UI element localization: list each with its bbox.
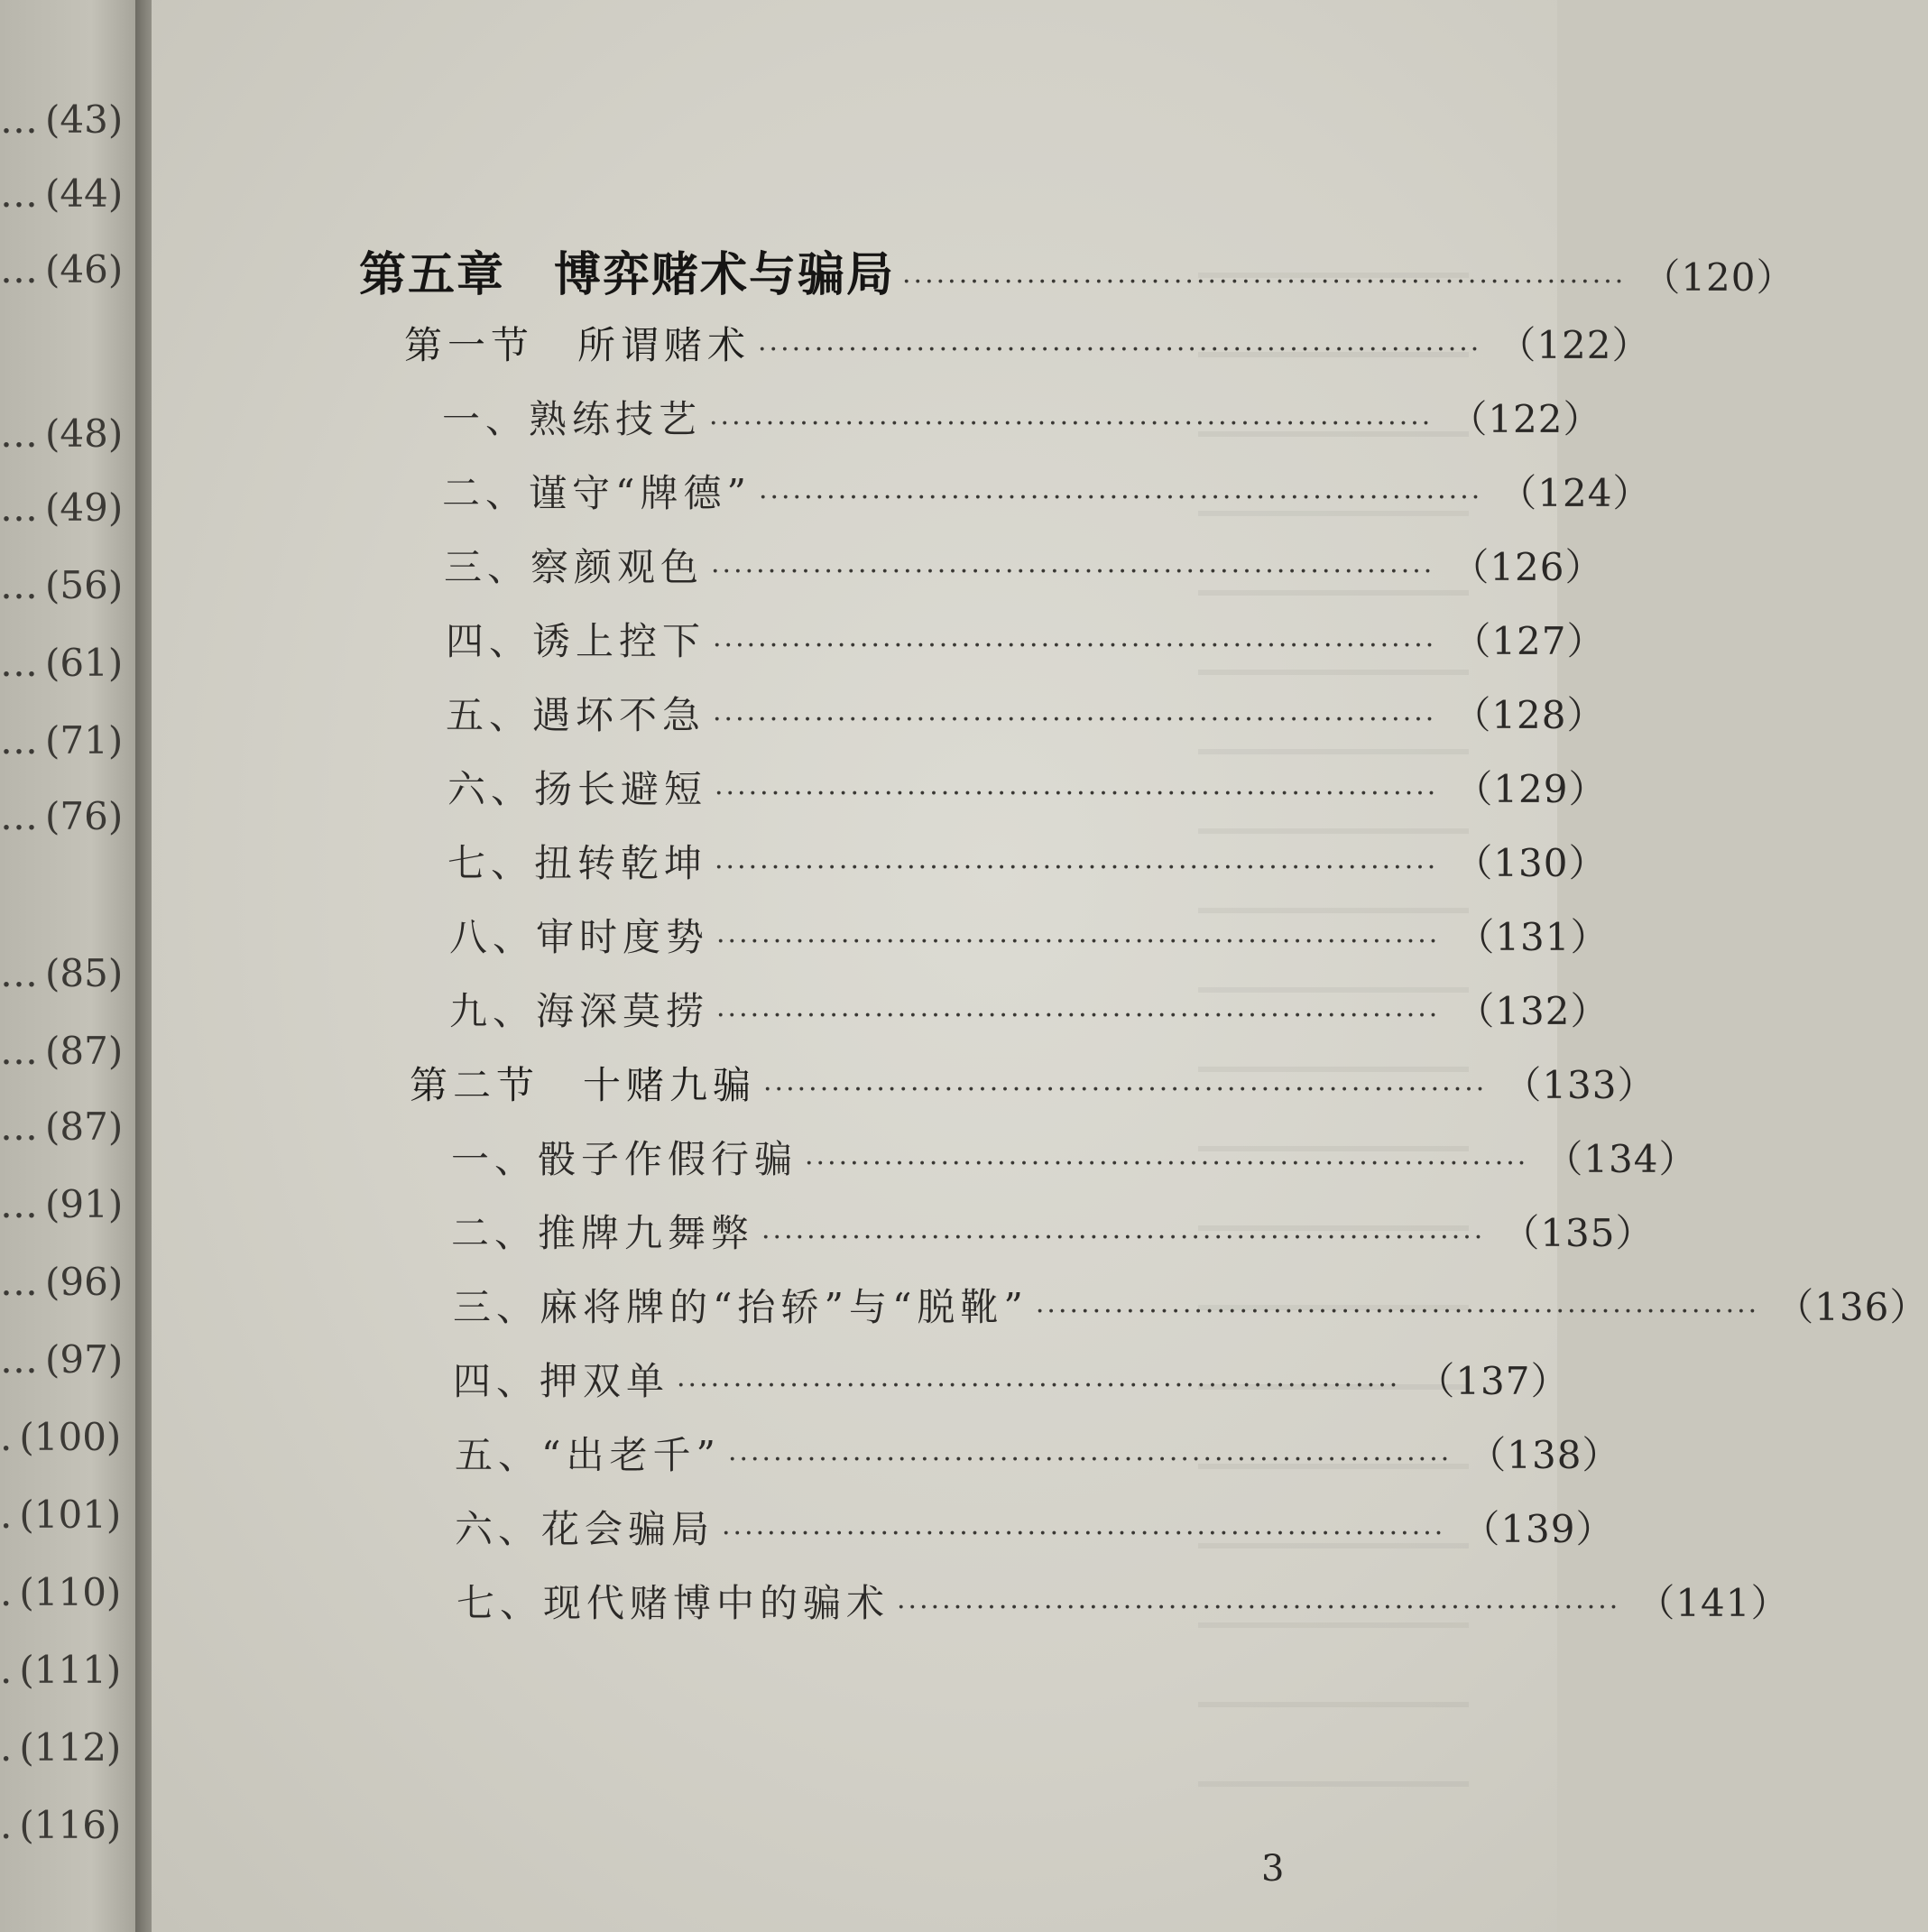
- dot-leader: ································································: [715, 778, 1439, 809]
- page-reference: （128）: [1453, 693, 1606, 737]
- page-reference: （127）: [1453, 619, 1606, 663]
- left-entry: … (43): [0, 97, 124, 142]
- toc-entry[interactable]: [449, 908, 1610, 962]
- page-reference: （137）: [1416, 1359, 1570, 1403]
- page-reference: （130）: [1454, 841, 1608, 885]
- entry-title: 五、“出老千”: [455, 1433, 721, 1477]
- entry-title: 六、扬长避短: [447, 767, 708, 811]
- left-entry: . (111): [0, 1648, 122, 1692]
- page-reference: （141）: [1637, 1581, 1790, 1625]
- dot-leader: ································································: [727, 1444, 1453, 1475]
- page-reference: （135）: [1501, 1211, 1655, 1255]
- entry-title: 一、熟练技艺: [442, 397, 703, 441]
- toc-entry[interactable]: [453, 1278, 1928, 1332]
- toc-entry[interactable]: [449, 982, 1610, 1036]
- entry-title: 七、扭转乾坤: [447, 841, 708, 885]
- toc-entry[interactable]: [453, 1352, 1570, 1406]
- dot-leader: ································································: [713, 704, 1437, 735]
- left-entry: … (87): [0, 1029, 124, 1073]
- dot-leader: ································································: [805, 1148, 1529, 1179]
- dot-leader: ································································: [763, 1074, 1488, 1105]
- left-entry: … (97): [0, 1337, 124, 1382]
- left-entry: … (91): [0, 1182, 124, 1226]
- dot-leader: ································································: [677, 1370, 1401, 1401]
- left-entry: … (85): [0, 951, 124, 995]
- page-reference: （120）: [1642, 255, 1795, 300]
- left-entry: … (96): [0, 1260, 124, 1304]
- left-entry: . (112): [0, 1725, 122, 1770]
- section-title: 第二节 十赌九骗: [410, 1063, 757, 1107]
- page-reference: （124）: [1499, 471, 1652, 515]
- page-reference: （126）: [1451, 545, 1604, 589]
- dot-leader: ································································: [713, 630, 1437, 661]
- left-entry: … (61): [0, 641, 124, 685]
- page-reference: （133）: [1503, 1063, 1656, 1107]
- chapter-heading[interactable]: [359, 236, 1795, 304]
- chapter-title: 第五章 博弈赌术与骗局: [359, 247, 896, 302]
- left-entry: … (71): [0, 718, 124, 763]
- left-entry: … (48): [0, 411, 124, 456]
- dot-leader: ································································: [758, 482, 1483, 513]
- toc-entry[interactable]: [457, 1574, 1790, 1628]
- toc-entry[interactable]: [455, 1426, 1621, 1480]
- entry-title: 四、诱上控下: [446, 619, 706, 663]
- dot-leader: ································································: [715, 852, 1439, 883]
- toc-entry[interactable]: [447, 760, 1608, 814]
- page-reference: （129）: [1454, 767, 1608, 811]
- dot-leader: ································································: [716, 926, 1441, 957]
- toc-entry[interactable]: [451, 1204, 1655, 1258]
- dot-leader: ································································: [897, 1592, 1621, 1623]
- toc-entry[interactable]: [444, 538, 1604, 592]
- left-entry: … (49): [0, 485, 124, 530]
- page-reference: （136）: [1776, 1285, 1928, 1329]
- toc-entry[interactable]: [446, 686, 1606, 740]
- toc-entry[interactable]: [446, 612, 1606, 666]
- entry-title: 二、谨守“牌德”: [442, 471, 752, 515]
- entry-title: 四、押双单: [453, 1359, 670, 1403]
- entry-title: 六、花会骗局: [455, 1507, 715, 1551]
- dot-leader: ································································: [716, 1000, 1441, 1031]
- page-reference: （138）: [1468, 1433, 1621, 1477]
- dot-leader: ································································: [902, 266, 1627, 298]
- toc-entry[interactable]: [447, 834, 1608, 888]
- left-entry: … (46): [0, 247, 124, 291]
- toc-entry[interactable]: [451, 1130, 1698, 1184]
- dot-leader: ································································: [722, 1518, 1446, 1549]
- toc-entry[interactable]: [442, 390, 1602, 444]
- dot-leader: ································································: [758, 334, 1482, 365]
- left-entry: . (101): [0, 1493, 122, 1537]
- entry-title: 七、现代赌博中的骗术: [457, 1581, 890, 1625]
- page-number: 3: [1261, 1848, 1285, 1890]
- entry-title: 三、察颜观色: [444, 545, 705, 589]
- dot-leader: ································································: [1035, 1296, 1760, 1327]
- toc-entry[interactable]: [455, 1500, 1615, 1554]
- entry-title: 一、骰子作假行骗: [451, 1137, 798, 1181]
- entry-title: 五、遇坏不急: [446, 693, 706, 737]
- dot-leader: ································································: [761, 1222, 1486, 1253]
- left-entry: . (116): [0, 1803, 122, 1847]
- toc-entry[interactable]: [442, 464, 1652, 518]
- dot-leader: ································································: [709, 408, 1434, 439]
- page-reference: （122）: [1449, 397, 1602, 441]
- left-entry: … (56): [0, 563, 124, 607]
- left-entry: … (87): [0, 1105, 124, 1149]
- entry-title: 二、推牌九舞弊: [451, 1211, 755, 1255]
- left-entry: … (44): [0, 171, 124, 216]
- entry-title: 三、麻将牌的“抬轿”与“脱靴”: [453, 1285, 1029, 1329]
- entry-title: 九、海深莫捞: [449, 989, 710, 1033]
- left-entry: . (110): [0, 1570, 122, 1614]
- section-heading[interactable]: [410, 1056, 1656, 1110]
- left-entry: . (100): [0, 1415, 122, 1459]
- page-reference: （122）: [1498, 323, 1651, 367]
- dot-leader: ································································: [711, 556, 1435, 587]
- left-entry: … (76): [0, 794, 124, 838]
- page-reference: （131）: [1456, 915, 1610, 959]
- section-title: 第一节 所谓赌术: [404, 323, 752, 367]
- page-reference: （139）: [1462, 1507, 1615, 1551]
- entry-title: 八、审时度势: [449, 915, 710, 959]
- section-heading[interactable]: [404, 316, 1651, 370]
- page-reference: （134）: [1545, 1137, 1698, 1181]
- page-reference: （132）: [1456, 989, 1610, 1033]
